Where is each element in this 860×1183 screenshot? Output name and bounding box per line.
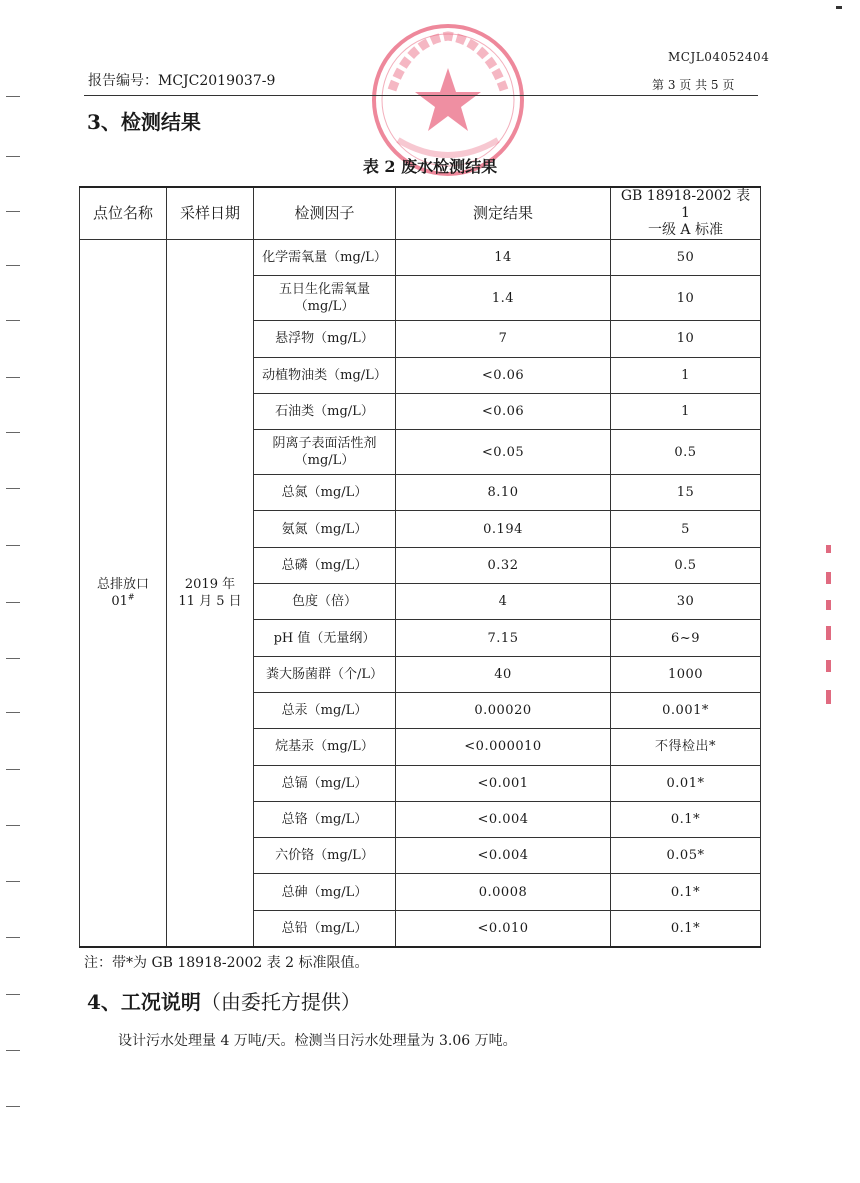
factor-cell: 粪大肠菌群（个/L）	[254, 656, 396, 692]
margin-tick	[6, 96, 20, 97]
result-cell: 1.4	[396, 276, 611, 321]
standard-cell: 5	[611, 511, 761, 547]
date-line2: 11 月 5 日	[178, 593, 242, 609]
page-indicator: 第 3 页 共 5 页	[652, 78, 735, 92]
margin-tick	[6, 545, 20, 546]
point-code: 01	[111, 593, 128, 609]
result-cell: 14	[396, 240, 611, 276]
result-cell: <0.06	[396, 357, 611, 393]
header-sampling-date: 采样日期	[167, 187, 254, 240]
factor-cell: 烷基汞（mg/L）	[254, 729, 396, 765]
result-cell: <0.06	[396, 393, 611, 429]
factor-cell: 氨氮（mg/L）	[254, 511, 396, 547]
wastewater-results-table	[79, 186, 761, 948]
factor-cell: 化学需氧量（mg/L）	[254, 240, 396, 276]
result-cell: 0.0008	[396, 874, 611, 910]
margin-tick	[6, 1106, 20, 1107]
corner-mark	[836, 6, 842, 9]
margin-tick	[6, 994, 20, 995]
result-cell: 0.00020	[396, 692, 611, 728]
margin-tick	[6, 432, 20, 433]
factor-cell: pH 值（无量纲）	[254, 620, 396, 656]
standard-cell: 15	[611, 475, 761, 511]
sampling-date-cell	[167, 240, 254, 947]
standard-cell: 0.1*	[611, 874, 761, 910]
factor-cell: 六价铬（mg/L）	[254, 838, 396, 874]
factor-cell: 总镉（mg/L）	[254, 765, 396, 801]
standard-cell: 1	[611, 393, 761, 429]
header-standard-line2: 一级 A 标准	[647, 222, 723, 238]
factor-cell	[254, 430, 396, 475]
point-code-line	[84, 593, 162, 610]
point-name: 总排放口	[96, 576, 149, 592]
header-standard	[611, 187, 761, 240]
factor-line2: （mg/L）	[294, 299, 355, 315]
header-divider	[84, 95, 758, 96]
factor-cell: 悬浮物（mg/L）	[254, 321, 396, 357]
result-cell: <0.001	[396, 765, 611, 801]
header-point-name: 点位名称	[80, 187, 167, 240]
standard-cell: 不得检出*	[611, 729, 761, 765]
document-code: MCJL04052404	[668, 50, 770, 64]
section-4-title: 4、工况说明	[87, 990, 201, 1014]
standard-cell: 1	[611, 357, 761, 393]
result-cell: <0.004	[396, 801, 611, 837]
table-footnote: 注：带*为 GB 18918-2002 表 2 标准限值。	[84, 955, 369, 971]
factor-cell: 总铬（mg/L）	[254, 801, 396, 837]
result-cell: 4	[396, 584, 611, 620]
point-name-cell	[80, 240, 167, 947]
factor-cell	[254, 276, 396, 321]
factor-cell: 总氮（mg/L）	[254, 475, 396, 511]
operating-conditions-text: 设计污水处理量 4 万吨/天。检测当日污水处理量为 3.06 万吨。	[118, 1033, 517, 1049]
standard-cell: 0.1*	[611, 910, 761, 946]
result-cell: 7	[396, 321, 611, 357]
result-cell: <0.05	[396, 430, 611, 475]
factor-cell: 总铅（mg/L）	[254, 910, 396, 946]
report-number: 报告编号：MCJC2019037-9	[88, 73, 276, 89]
factor-cell: 动植物油类（mg/L）	[254, 357, 396, 393]
result-cell: 0.32	[396, 547, 611, 583]
section-4-heading	[87, 986, 361, 1015]
standard-cell: 1000	[611, 656, 761, 692]
result-cell: 0.194	[396, 511, 611, 547]
header-standard-line1: GB 18918-2002 表 1	[620, 188, 751, 221]
table-header-row	[80, 187, 761, 240]
section-4-subtitle: （由委托方提供）	[200, 990, 361, 1014]
margin-tick	[6, 211, 20, 212]
standard-cell: 0.01*	[611, 765, 761, 801]
margin-tick	[6, 377, 20, 378]
factor-cell: 石油类（mg/L）	[254, 393, 396, 429]
margin-tick	[6, 265, 20, 266]
point-code-mark: #	[127, 592, 135, 602]
factor-cell: 总磷（mg/L）	[254, 547, 396, 583]
result-cell: <0.000010	[396, 729, 611, 765]
factor-cell: 色度（倍）	[254, 584, 396, 620]
standard-cell: 0.05*	[611, 838, 761, 874]
margin-tick	[6, 658, 20, 659]
standard-cell: 30	[611, 584, 761, 620]
result-cell: <0.004	[396, 838, 611, 874]
factor-cell: 总汞（mg/L）	[254, 692, 396, 728]
result-cell: <0.010	[396, 910, 611, 946]
standard-cell: 0.001*	[611, 692, 761, 728]
margin-tick	[6, 320, 20, 321]
factor-line1: 五日生化需氧量	[278, 282, 370, 298]
margin-tick	[6, 488, 20, 489]
factor-line2: （mg/L）	[294, 453, 355, 469]
section-3-title: 3、检测结果	[87, 110, 201, 134]
header-test-factor: 检测因子	[254, 187, 396, 240]
standard-cell: 10	[611, 276, 761, 321]
margin-tick	[6, 769, 20, 770]
header-result: 测定结果	[396, 187, 611, 240]
margin-tick	[6, 937, 20, 938]
standard-cell: 0.1*	[611, 801, 761, 837]
standard-cell: 0.5	[611, 430, 761, 475]
result-cell: 7.15	[396, 620, 611, 656]
date-line1: 2019 年	[184, 576, 236, 592]
factor-cell: 总砷（mg/L）	[254, 874, 396, 910]
margin-tick	[6, 825, 20, 826]
standard-cell: 10	[611, 321, 761, 357]
margin-tick	[6, 712, 20, 713]
standard-cell: 6~9	[611, 620, 761, 656]
margin-tick	[6, 602, 20, 603]
factor-line1: 阴离子表面活性剂	[272, 436, 377, 452]
table-row	[80, 240, 761, 276]
table-title: 表 2 废水检测结果	[362, 157, 498, 176]
margin-tick	[6, 881, 20, 882]
standard-cell: 50	[611, 240, 761, 276]
result-cell: 40	[396, 656, 611, 692]
margin-tick	[6, 1050, 20, 1051]
standard-cell: 0.5	[611, 547, 761, 583]
result-cell: 8.10	[396, 475, 611, 511]
